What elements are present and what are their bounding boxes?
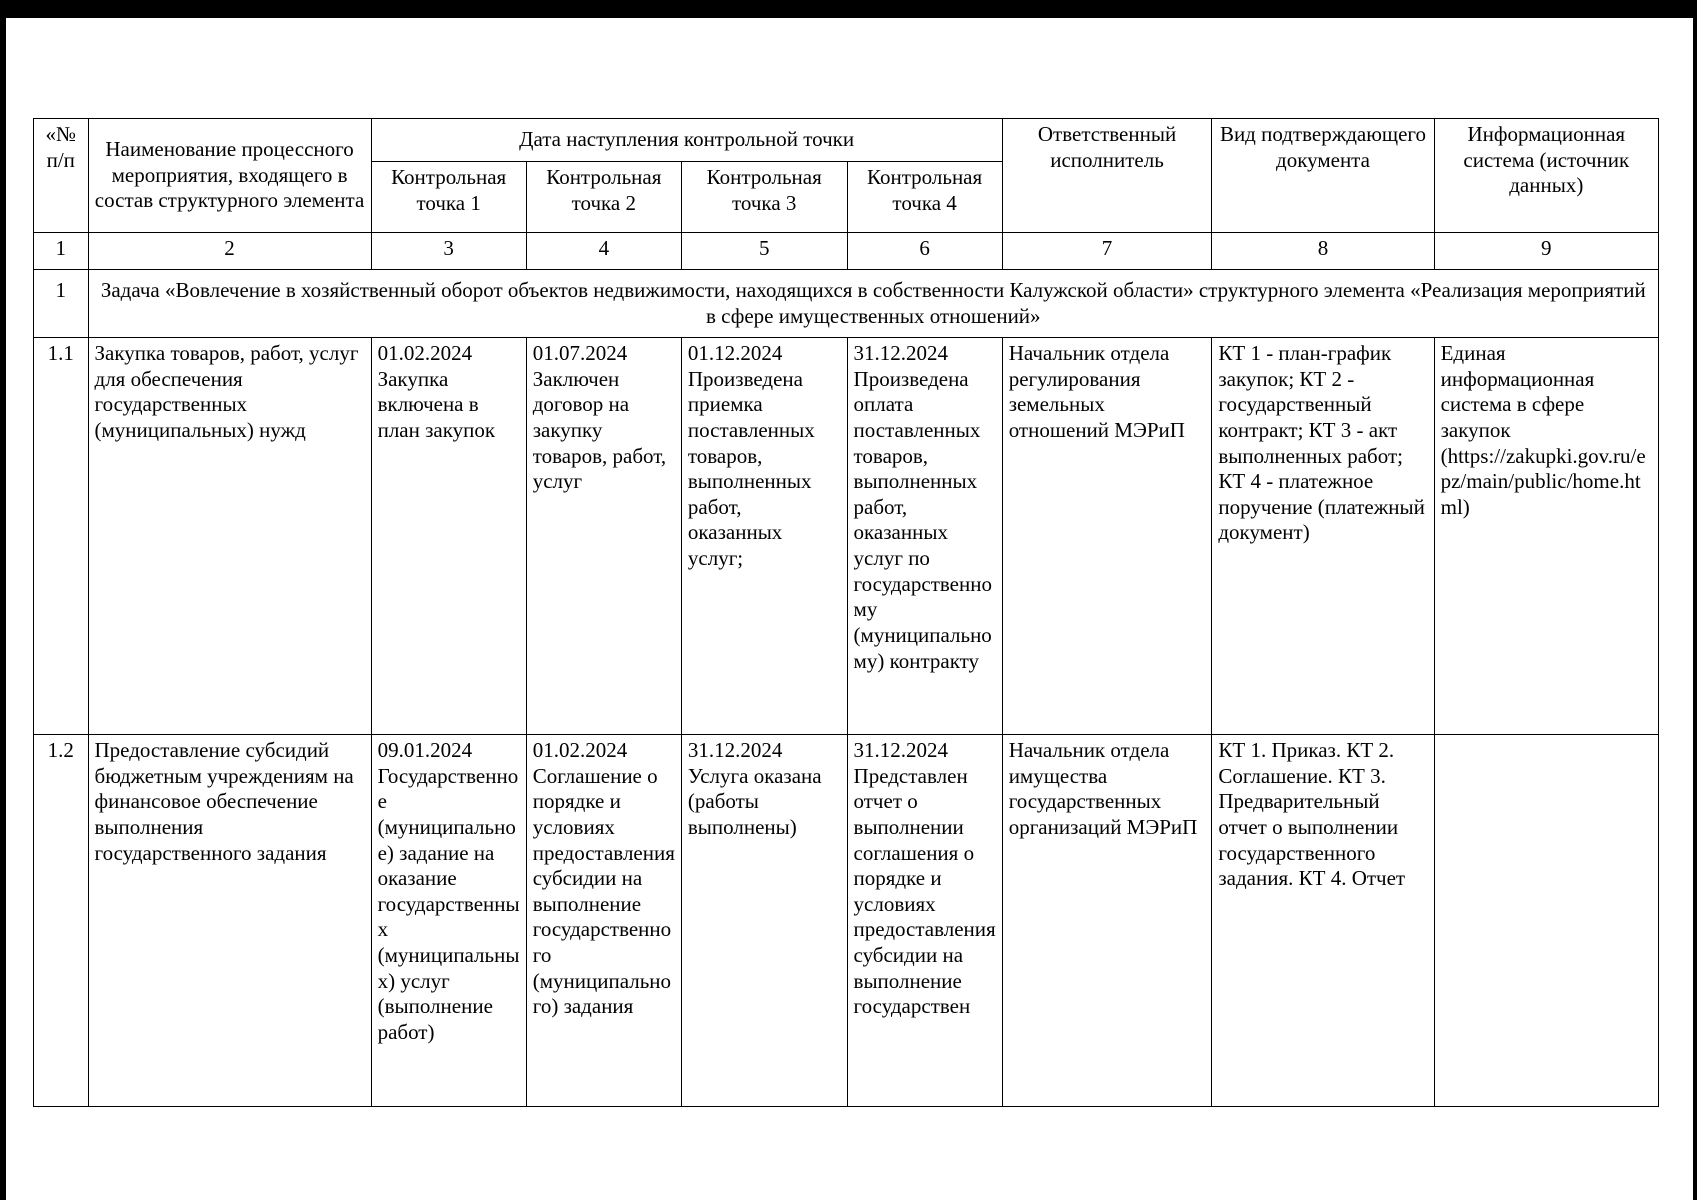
- table-row: [34, 338, 1659, 735]
- header-responsible: Ответственный исполнитель: [1002, 119, 1212, 233]
- header-kt1: Контрольная точка 1: [371, 162, 526, 233]
- row-info: [1434, 735, 1658, 1107]
- row-kt4: 31.12.2024 Произведена оплата поставленных товаров, выполненных работ, оказанных услуг по государственному (муниципальному) контракту: [847, 338, 1002, 735]
- header-kt2: Контрольная точка 2: [526, 162, 681, 233]
- row-num: 1.2: [34, 735, 89, 1107]
- row-responsible: Начальник отдела имущества государственных организаций МЭРиП: [1002, 735, 1212, 1107]
- scan-top-border: [0, 0, 1697, 18]
- header-num: «№ п/п: [34, 119, 89, 233]
- col-number: 5: [681, 233, 847, 270]
- row-kt1: 01.02.2024 Закупка включена в план закупок: [371, 338, 526, 735]
- col-number: 2: [88, 233, 371, 270]
- row-kt4: 31.12.2024 Представлен отчет о выполнении соглашения о порядке и условиях предоставления субсидии на выполнение государствен: [847, 735, 1002, 1107]
- header-date-group: Дата наступления контрольной точки: [371, 119, 1002, 162]
- col-number: 7: [1002, 233, 1212, 270]
- scan-right-border: [1693, 0, 1697, 1200]
- task-text: Задача «Вовлечение в хозяйственный оборот объектов недвижимости, находящихся в собственности Калужской области» структурного элемента «Реализация мероприятий в сфере имущественных отношений»: [88, 270, 1658, 338]
- table-row: [34, 735, 1659, 1107]
- col-number: 9: [1434, 233, 1658, 270]
- row-num: 1.1: [34, 338, 89, 735]
- header-doc: Вид подтверждающего документа: [1212, 119, 1434, 233]
- row-name: Закупка товаров, работ, услуг для обеспечения государственных (муниципальных) нужд: [88, 338, 371, 735]
- header-kt3: Контрольная точка 3: [681, 162, 847, 233]
- col-number: 3: [371, 233, 526, 270]
- row-responsible: Начальник отдела регулирования земельных отношений МЭРиП: [1002, 338, 1212, 735]
- column-numbers-row: [34, 233, 1659, 270]
- row-doc: КТ 1 - план-график закупок; КТ 2 - государственный контракт; КТ 3 - акт выполненных работ; КТ 4 - платежное поручение (платежный документ): [1212, 338, 1434, 735]
- row-name: Предоставление субсидий бюджетным учреждениям на финансовое обеспечение выполнения государственного задания: [88, 735, 371, 1107]
- header-row: [34, 119, 1659, 162]
- row-info: Единая информационная система в сфере закупок (https://zakupki.gov.ru/epz/main/public/home.html): [1434, 338, 1658, 735]
- row-kt1: 09.01.2024 Государственное (муниципальное) задание на оказание государственных (муниципальных) услуг (выполнение работ): [371, 735, 526, 1107]
- header-info: Информационная система (источник данных): [1434, 119, 1658, 233]
- col-number: 6: [847, 233, 1002, 270]
- col-number: 4: [526, 233, 681, 270]
- row-kt2: 01.02.2024 Соглашение о порядке и условиях предоставления субсидии на выполнение государственного (муниципального) задания: [526, 735, 681, 1107]
- row-kt3: 31.12.2024 Услуга оказана (работы выполнены): [681, 735, 847, 1107]
- col-number: 8: [1212, 233, 1434, 270]
- task-row: [34, 270, 1659, 338]
- scan-left-border: [0, 0, 6, 1200]
- col-number: 1: [34, 233, 89, 270]
- header-name: Наименование процессного мероприятия, входящего в состав структурного элемента: [88, 119, 371, 233]
- task-num: 1: [34, 270, 89, 338]
- header-kt4: Контрольная точка 4: [847, 162, 1002, 233]
- control-points-table: [33, 118, 1659, 1107]
- row-doc: КТ 1. Приказ. КТ 2. Соглашение. КТ 3. Предварительный отчет о выполнении государственного задания. КТ 4. Отчет: [1212, 735, 1434, 1107]
- row-kt3: 01.12.2024 Произведена приемка поставленных товаров, выполненных работ, оказанных услуг;: [681, 338, 847, 735]
- row-kt2: 01.07.2024 Заключен договор на закупку товаров, работ, услуг: [526, 338, 681, 735]
